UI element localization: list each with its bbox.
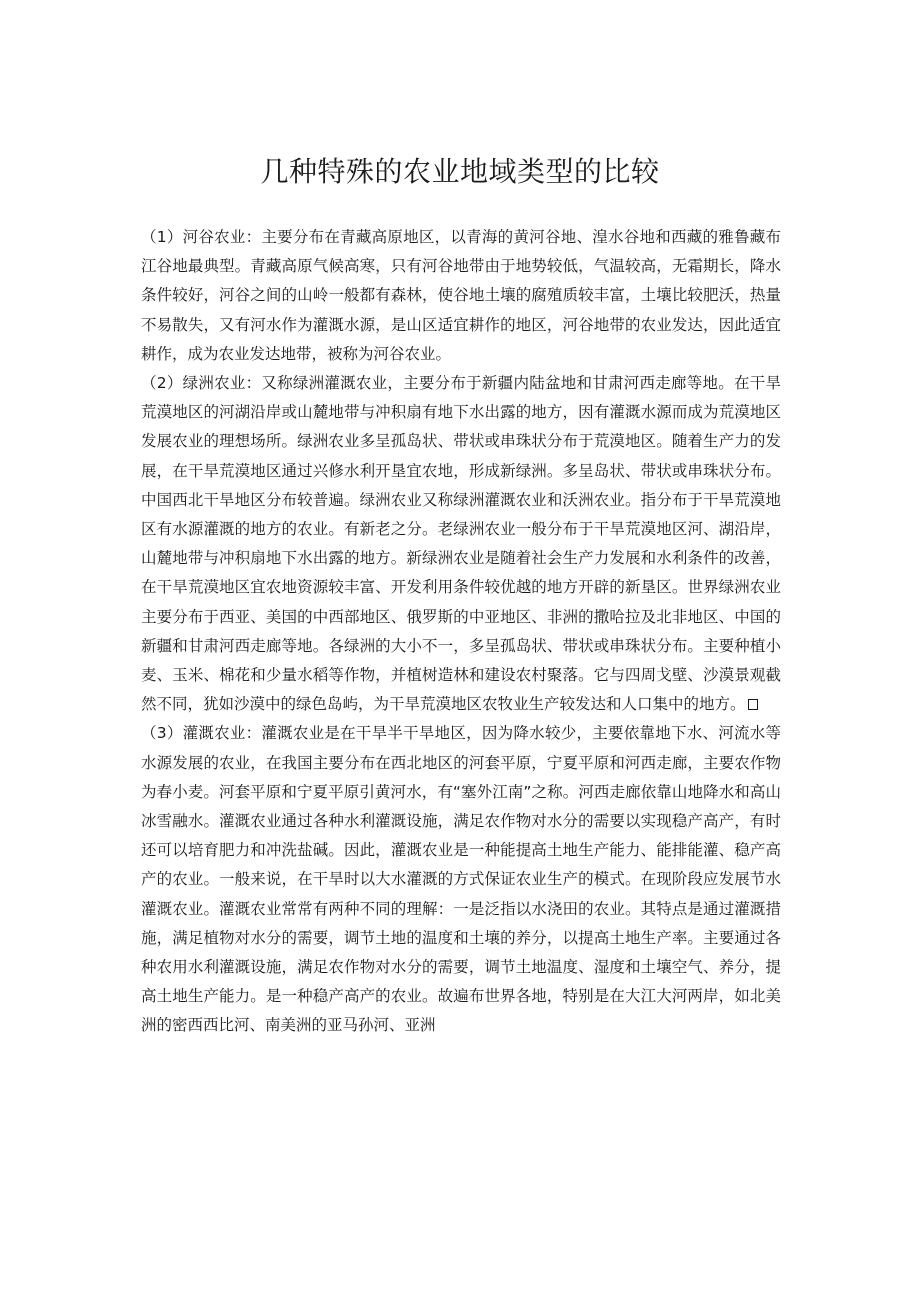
paragraph-text: （3）灌溉农业：灌溉农业是在干旱半干旱地区，因为降水较少，主要依靠地下水、河流水等水源发展的农业，在我国主要分布在西北地区的河套平原，宁夏平原和河西走廊，主要农作物为春小麦。河套平原和宁夏平原引黄河水，有“塞外江南”之称。河西走廊依靠山地降水和高山冰雪融水。灌溉农业通过各种水利灌溉设施，满足农作物对水分的需要以实现稳产高产，有时还可以培育肥力和冲洗盐碱。因此，灌溉农业是一种能提高土地生产能力、能排能灌、稳产高产的农业。一般来说，在干旱时以大水灌溉的方式保证农业生产的模式。在现阶段应发展节水灌溉农业。灌溉农业常常有两种不同的理解：一是泛指以水浇田的农业。其特点是通过灌溉措施，满足植物对水分的需要，调节土地的温度和土壤的养分，以提高土地生产率。主要通过各种农用水利灌溉设施，满足农作物对水分的需要，调节土地温度、湿度和土壤空气、养分，提高土地生产能力。是一种稳产高产的农业。故遍布世界各地，特别是在大江大河两岸，如北美洲的密西西比河、南美洲的亚马孙河、亚洲	[141, 724, 781, 1035]
paragraph-text: （2）绿洲农业：又称绿洲灌溉农业，主要分布于新疆内陆盆地和甘肃河西走廊等地。在干旱荒漠地区的河湖沿岸或山麓地带与冲积扇有地下水出露的地方，因有灌溉水源而成为荒漠地区发展农业的理想场所。绿洲农业多呈孤岛状、带状或串珠状分布于荒漠地区。随着生产力的发展，在干旱荒漠地区通过兴修水利开垦宜农地，形成新绿洲。多呈岛状、带状或串珠状分布。中国西北干旱地区分布较普遍。绿洲农业又称绿洲灌溉农业和沃洲农业。指分布于干旱荒漠地区有水源灌溉的地方的农业。有新老之分。老绿洲农业一般分布于干旱荒漠地区河、湖沿岸，山麓地带与冲积扇地下水出露的地方。新绿洲农业是随着社会生产力发展和水利条件的改善，在干旱荒漠地区宜农地资源较丰富、开发利用条件较优越的地方开辟的新垦区。世界绿洲农业主要分布于西亚、美国的中西部地区、俄罗斯的中亚地区、非洲的撒哈拉及北非地区、中国的新疆和甘肃河西走廊等地。各绿洲的大小不一，多呈孤岛状、带状或串珠状分布。主要种植小麦、玉米、棉花和少量水稻等作物，并植树造林和建设农村聚落。它与四周戈壁、沙漠景观截然不同，犹如沙漠中的绿色岛屿，为干旱荒漠地区农牧业生产较发达和人口集中的地方。	[141, 374, 781, 714]
paragraph-irrigation-agriculture	[141, 719, 781, 1040]
paragraph-text: （1）河谷农业：主要分布在青藏高原地区，以青海的黄河谷地、湟水谷地和西藏的雅鲁藏布江谷地最典型。青藏高原气候高寒，只有河谷地带由于地势较低，气温较高，无霜期长，降水条件较好，河谷之间的山岭一般都有森林，使谷地土壤的腐殖质较丰富，土壤比较肥沃，热量不易散失，又有河水作为灌溉水源，是山区适宜耕作的地区，河谷地带的农业发达，因此适宜耕作，成为农业发达地带，被称为河谷农业。	[141, 228, 781, 363]
paragraph-river-valley-agriculture	[141, 223, 781, 369]
document-title: 几种特殊的农业地域类型的比较	[260, 155, 660, 188]
document-body	[141, 223, 781, 1041]
paragraph-oasis-agriculture	[141, 369, 781, 719]
box-glyph-icon	[748, 699, 758, 710]
